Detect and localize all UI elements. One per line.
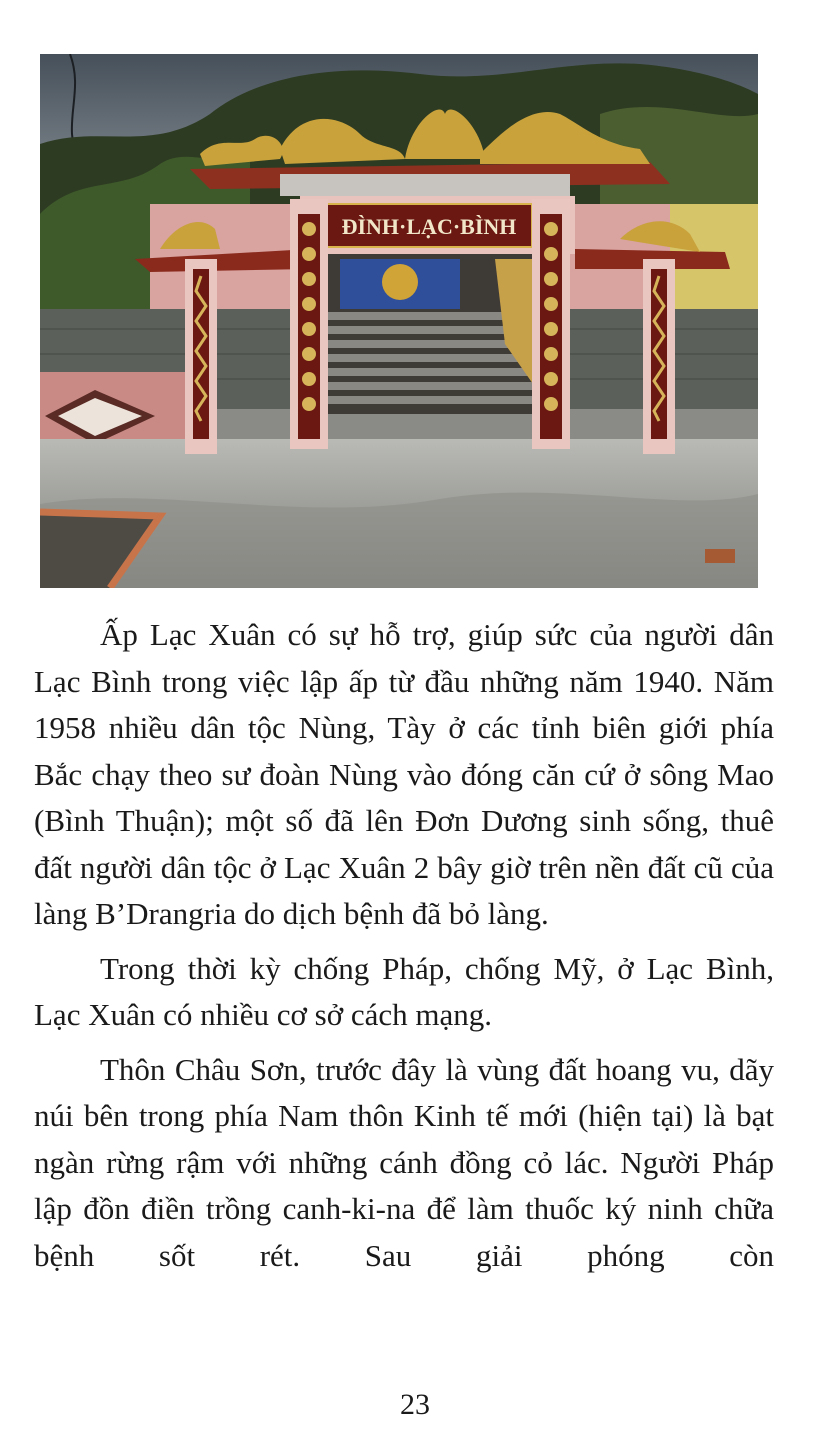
- page-number: 23: [400, 1388, 430, 1421]
- paragraph: Trong thời kỳ chống Pháp, chống Mỹ, ở Lạc Bình, Lạc Xuân có nhiều cơ sở cách mạng.: [34, 950, 774, 1032]
- paragraph: Ấp Lạc Xuân có sự hỗ trợ, giúp sức của người dân Lạc Bình trong việc lập ấp từ đầu những năm 1940. Năm 1958 nhiều dân tộc Nùng, Tày ở các tỉnh biên giới phía Bắc chạy theo sư đoàn Nùng vào đóng căn cứ ở sông Mao (Bình Thuận); một số đã lên Đơn Dương sinh sống, thuê đất người dân tộc ở Lạc Xuân 2 bây giờ trên nền đất cũ của làng B’Drangria do dịch bệnh đã bỏ làng.: [34, 617, 774, 931]
- body-text: [34, 612, 774, 1287]
- gate-sign-text: ĐÌNH·LẠC·BÌNH: [341, 214, 517, 239]
- temple-gate-photo: [40, 54, 758, 588]
- paragraph: Thôn Châu Sơn, trước đây là vùng đất hoang vu, dãy núi bên trong phía Nam thôn Kinh tế mới (hiện tại) là bạt ngàn rừng rậm với những cánh đồng cỏ lác. Người Pháp lập đồn điền trồng canh-ki-na để làm thuốc ký ninh chữa bệnh sốt rét. Sau giải phóng còn: [34, 1051, 774, 1273]
